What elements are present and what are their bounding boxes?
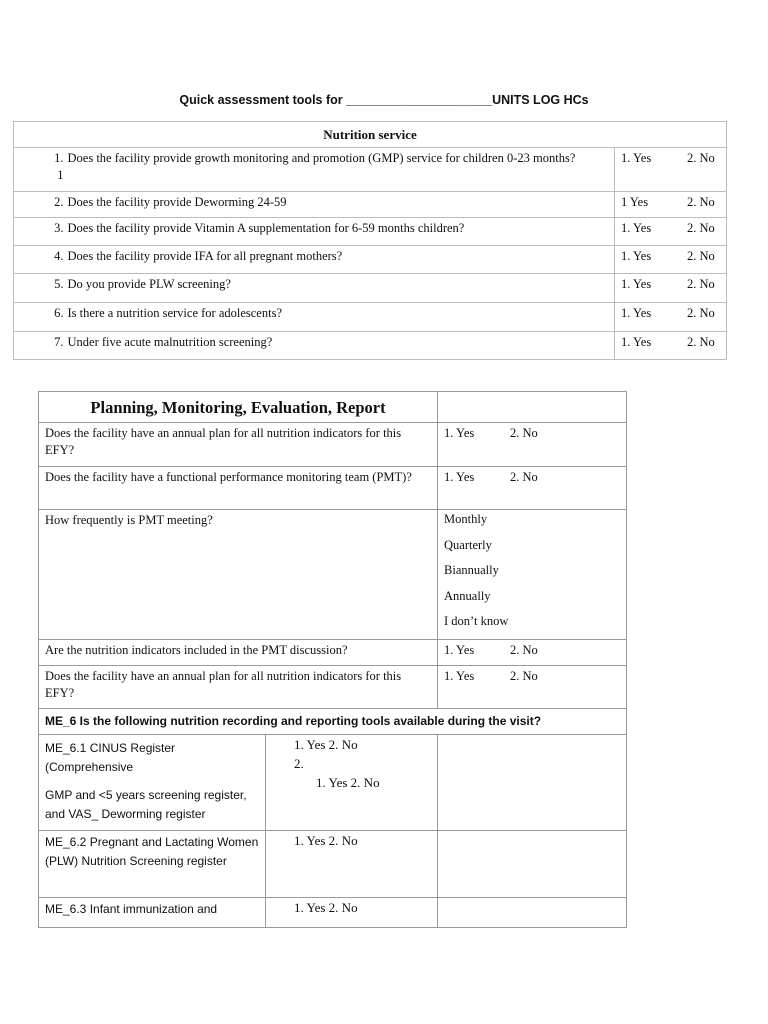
row-question: Do you provide PLW screening? [66, 274, 615, 303]
row-question: Under five acute malnutrition screening? [66, 332, 615, 360]
yes-option[interactable]: 1. Yes [620, 335, 652, 349]
option-biannually[interactable]: Biannually [444, 563, 499, 577]
yes-no-options[interactable] [614, 332, 726, 360]
row-question: Does the facility provide IFA for all pregnant mothers? [66, 246, 615, 274]
row-question: Does the facility provide Deworming 24-59 [66, 192, 615, 218]
yes-option[interactable]: 1. Yes [620, 306, 652, 320]
table-row [39, 734, 627, 830]
table-row [14, 274, 727, 303]
table-row [39, 510, 627, 640]
empty-cell [438, 734, 627, 830]
yes-option[interactable]: 1. Yes [620, 221, 652, 235]
no-option[interactable]: 2. No [686, 306, 715, 320]
table-row [14, 246, 727, 274]
no-option[interactable]: 2. No [686, 221, 715, 235]
page-title: Quick assessment tools for _____________________UNITS LOG HCs [179, 93, 589, 107]
pmt-discussion-question: Are the nutrition indicators included in the PMT discussion? [39, 639, 438, 665]
pmt-frequency-question: How frequently is PMT meeting? [39, 510, 438, 640]
row-question: Does the facility provide growth monitoring and promotion (GMP) service for children 0-23 months? [66, 148, 615, 192]
table-row [39, 897, 627, 927]
yes-no-options[interactable] [438, 665, 627, 708]
yes-no-options[interactable] [614, 274, 726, 303]
yes-no-option[interactable]: 1. Yes 2. No [294, 899, 358, 915]
no-option[interactable]: 2. No [686, 277, 715, 291]
table-row [39, 639, 627, 665]
nutrition-service-heading: Nutrition service [14, 122, 727, 148]
frequency-options[interactable] [438, 510, 627, 640]
row-number: 4. [14, 246, 66, 274]
table-row [14, 192, 727, 218]
yes-option[interactable]: 1 Yes [620, 195, 649, 209]
no-option[interactable]: 2. No [686, 249, 715, 263]
me6-heading: ME_6 Is the following nutrition recording and reporting tools available during the visit? [39, 708, 627, 734]
no-option[interactable]: 2. No [510, 642, 538, 657]
empty-cell [438, 392, 627, 423]
yes-no-options[interactable] [614, 303, 726, 332]
no-option[interactable]: 2. No [686, 151, 715, 165]
row-number: 1. 1 [14, 148, 66, 192]
table-row [14, 303, 727, 332]
yes-option[interactable]: 1. Yes [620, 151, 652, 165]
row-question: Does the facility provide Vitamin A supplementation for 6-59 months children? [66, 218, 615, 246]
yes-option[interactable]: 1. Yes [444, 470, 475, 484]
planning-monitoring-table [38, 391, 627, 928]
nutrition-service-table [13, 121, 727, 360]
table-row [39, 665, 627, 708]
empty-cell [438, 897, 627, 927]
yes-option[interactable]: 1. Yes [444, 426, 475, 440]
option-dont-know[interactable]: I don’t know [444, 614, 509, 628]
option-annually[interactable]: Annually [444, 588, 491, 603]
annual-plan-question-repeat: Does the facility have an annual plan for all nutrition indicators for this EFY? [39, 665, 438, 708]
yes-no-option[interactable]: 1. Yes 2. No [294, 736, 358, 752]
table-row [39, 467, 627, 510]
me6-1-label: ME_6.1 CINUS Register (Comprehensive GMP and <5 years screening register, and VAS_ Deworming register [39, 734, 266, 830]
table-row [14, 148, 727, 192]
yes-no-options[interactable] [438, 423, 627, 467]
yes-no-options[interactable] [614, 218, 726, 246]
yes-option[interactable]: 1. Yes [444, 642, 475, 657]
yes-option[interactable]: 1. Yes [620, 249, 652, 263]
option-monthly[interactable]: Monthly [444, 512, 488, 526]
table-row [39, 423, 627, 467]
yes-no-option[interactable]: 1. Yes 2. No [316, 774, 380, 790]
yes-no-option[interactable]: 1. Yes 2. No [294, 832, 358, 848]
yes-option[interactable]: 1. Yes [620, 277, 652, 291]
pmt-question: Does the facility have a functional performance monitoring team (PMT)? [39, 467, 438, 510]
option-quarterly[interactable]: Quarterly [444, 537, 492, 552]
row-question: Is there a nutrition service for adolescents? [66, 303, 615, 332]
row-number: 2. [14, 192, 66, 218]
row-number: 6. [14, 303, 66, 332]
empty-cell [438, 830, 627, 897]
me6-1-options[interactable] [266, 734, 438, 830]
me6-2-label: ME_6.2 Pregnant and Lactating Women (PLW) Nutrition Screening register [39, 830, 266, 897]
no-option[interactable]: 2. No [510, 426, 538, 440]
no-option[interactable]: 2. No [686, 335, 715, 349]
no-option[interactable]: 2. No [510, 470, 538, 484]
no-option[interactable]: 2. No [686, 195, 715, 209]
me6-3-options[interactable] [266, 897, 438, 927]
yes-no-options[interactable] [614, 192, 726, 218]
table-row [39, 830, 627, 897]
row-number: 5. [14, 274, 66, 303]
yes-no-options[interactable] [614, 246, 726, 274]
row-number: 7. [14, 332, 66, 360]
planning-heading: Planning, Monitoring, Evaluation, Report [39, 392, 438, 423]
no-option[interactable]: 2. No [510, 668, 538, 683]
annual-plan-question: Does the facility have an annual plan for all nutrition indicators for this EFY? [39, 423, 438, 467]
yes-option[interactable]: 1. Yes [444, 668, 475, 683]
yes-no-options[interactable] [614, 148, 726, 192]
me6-3-label: ME_6.3 Infant immunization and [39, 897, 266, 927]
yes-no-options[interactable] [438, 639, 627, 665]
yes-no-options[interactable] [438, 467, 627, 510]
row-number: 3. [14, 218, 66, 246]
me6-2-options[interactable] [266, 830, 438, 897]
table-row [14, 218, 727, 246]
list-marker: 2. [294, 755, 304, 771]
table-row [14, 332, 727, 360]
